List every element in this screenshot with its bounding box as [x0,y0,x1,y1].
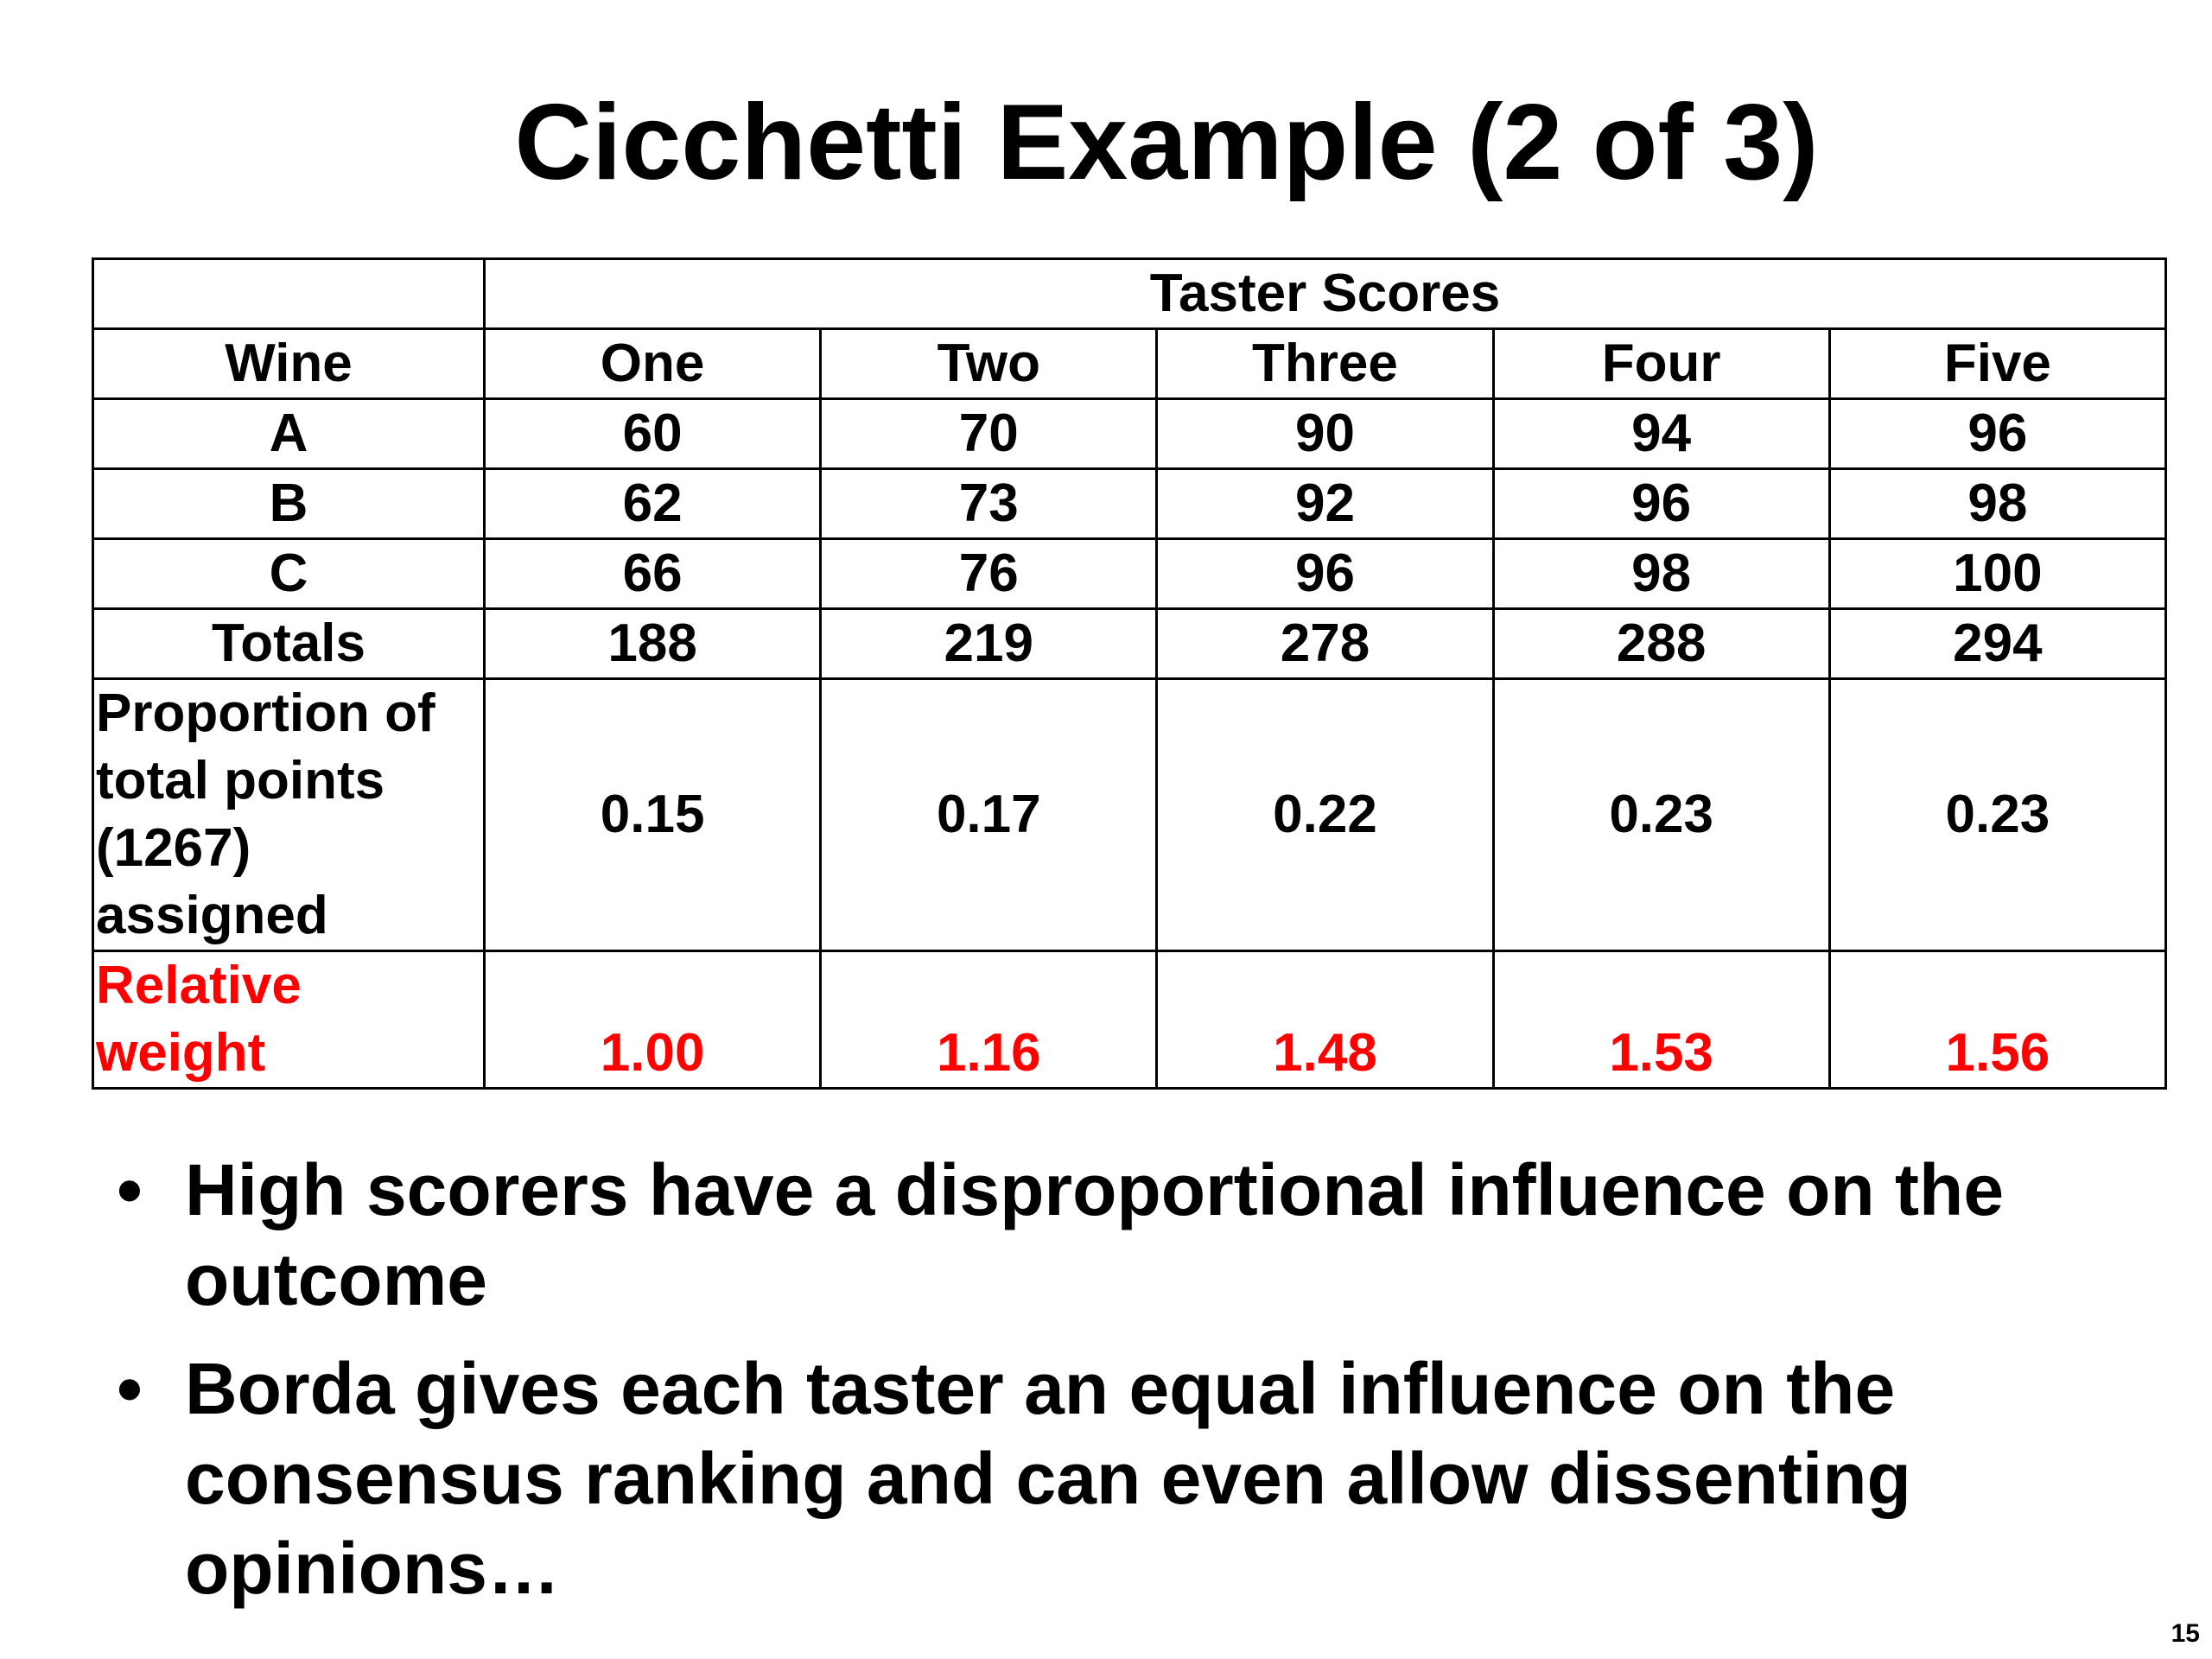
proportion-label-line: assigned [96,886,328,945]
table-row-wine-a [93,399,2166,469]
total-cell: 219 [821,609,1157,679]
total-cell: 188 [485,609,821,679]
relative-weight-label-line: Relative [96,956,302,1015]
column-header-row [93,329,2166,399]
wine-label: B [93,469,485,539]
relative-weight-cell: 1.16 [821,951,1157,1089]
proportion-cell: 0.15 [485,679,821,951]
bullet-text: Borda gives each taster an equal influence on the consensus ranking and can even allow dissenting opinions… [185,1348,1911,1609]
relative-weight-cell: 1.48 [1157,951,1493,1089]
bullet-item [112,1145,2169,1325]
score-cell: 100 [1829,539,2165,609]
bullet-text: High scorers have a disproportional influence on the outcome [185,1149,2005,1320]
taster-header-five: Five [1829,329,2165,399]
total-cell: 278 [1157,609,1493,679]
group-header-row [93,259,2166,329]
score-cell: 76 [821,539,1157,609]
taster-header-three: Three [1157,329,1493,399]
proportion-cell: 0.23 [1493,679,1829,951]
taster-header-two: Two [821,329,1157,399]
score-cell: 96 [1829,399,2165,469]
score-cell: 94 [1493,399,1829,469]
bullet-icon: • [117,1348,143,1429]
proportion-cell: 0.22 [1157,679,1493,951]
relative-weight-cell: 1.56 [1829,951,2165,1089]
score-cell: 98 [1829,469,2165,539]
bullet-icon: • [117,1149,143,1230]
proportion-cell: 0.17 [821,679,1157,951]
wine-header: Wine [93,329,485,399]
proportion-cell: 0.23 [1829,679,2165,951]
proportion-label-line: (1267) [96,818,251,878]
relative-weight-row [93,951,2166,1089]
bullet-item [112,1344,2169,1613]
slide-title: Cicchetti Example (2 of 3) [514,83,1819,202]
score-cell: 96 [1157,539,1493,609]
total-cell: 294 [1829,609,2165,679]
taster-scores-header: Taster Scores [485,259,2166,329]
score-cell: 60 [485,399,821,469]
wine-label: C [93,539,485,609]
score-cell: 70 [821,399,1157,469]
bullet-list [112,1145,2169,1632]
proportion-label-line: total points [96,751,385,810]
page-number: 15 [2171,1619,2200,1648]
taster-header-one: One [485,329,821,399]
relative-weight-cell: 1.53 [1493,951,1829,1089]
relative-weight-cell: 1.00 [485,951,821,1089]
relative-weight-label-line: weight [96,1023,266,1083]
taster-scores-table [92,257,2167,1090]
total-cell: 288 [1493,609,1829,679]
proportion-label [93,679,485,951]
score-cell: 90 [1157,399,1493,469]
wine-label: A [93,399,485,469]
relative-weight-label [93,951,485,1089]
totals-row [93,609,2166,679]
table-row-wine-b [93,469,2166,539]
totals-label: Totals [93,609,485,679]
score-cell: 98 [1493,539,1829,609]
score-cell: 66 [485,539,821,609]
proportion-label-line: Proportion of [96,683,435,743]
score-cell: 73 [821,469,1157,539]
table-row-wine-c [93,539,2166,609]
taster-header-four: Four [1493,329,1829,399]
proportion-row [93,679,2166,951]
score-cell: 92 [1157,469,1493,539]
empty-corner-cell [93,259,485,329]
score-cell: 62 [485,469,821,539]
score-cell: 96 [1493,469,1829,539]
